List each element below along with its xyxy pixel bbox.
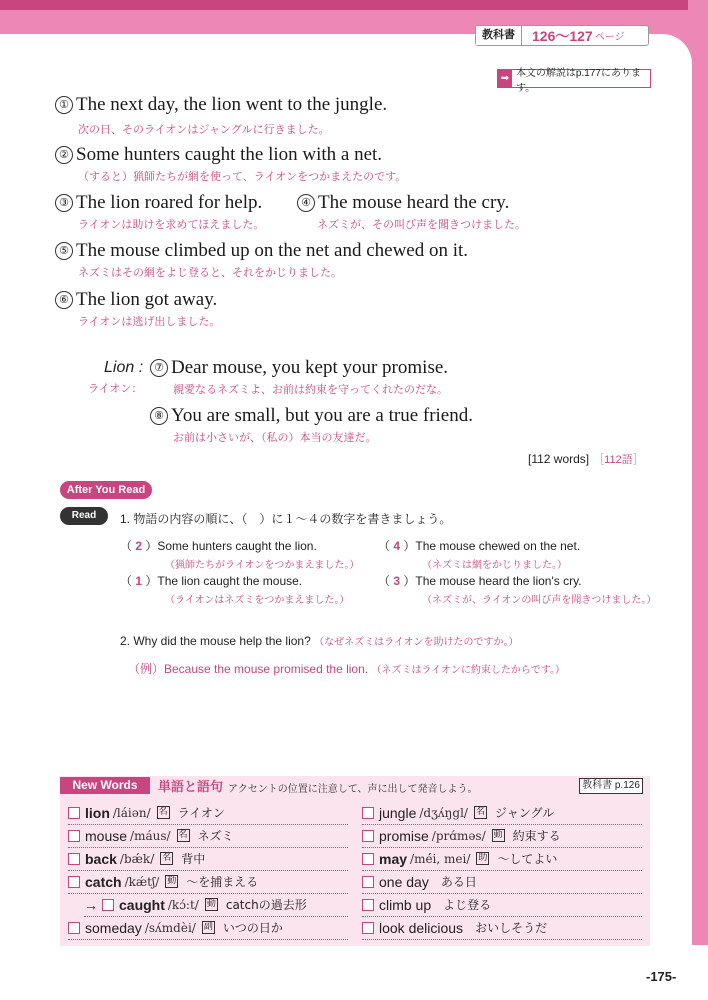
checkbox[interactable] bbox=[362, 899, 374, 911]
answer-item-2: （ 4 ）The mouse chewed on the net. bbox=[378, 539, 581, 553]
answer-item-3: （ 1 ）The lion caught the mouse. bbox=[120, 574, 303, 588]
after-you-read-tag: After You Read bbox=[60, 481, 152, 499]
textbook-page-ref bbox=[475, 25, 649, 46]
textbook-label: 教科書 bbox=[476, 26, 522, 45]
word-row bbox=[362, 801, 642, 825]
word-row bbox=[68, 916, 348, 940]
read-tag: Read bbox=[60, 507, 108, 525]
checkbox[interactable] bbox=[102, 899, 114, 911]
checkbox[interactable] bbox=[362, 853, 374, 865]
meaning: ～を捕まえる bbox=[186, 875, 259, 889]
sentence-3: ③ The lion roared for help. bbox=[55, 192, 262, 214]
word: climb up bbox=[379, 896, 432, 913]
word: catch bbox=[85, 873, 122, 890]
sentence-7-jp: 親愛なるネズミよ、お前は約束を守ってくれたのだな。 bbox=[173, 383, 448, 396]
page-unit: ページ bbox=[594, 32, 625, 43]
checkbox[interactable] bbox=[68, 807, 80, 819]
meaning: ある日 bbox=[440, 875, 477, 889]
word: caught bbox=[119, 896, 165, 913]
sentence-8: ⑧ You are small, but you are a true friend. bbox=[150, 405, 473, 427]
pronunciation: /dʒʌ́ŋgl/ bbox=[419, 805, 468, 820]
speaker-label: Lion : bbox=[104, 359, 144, 376]
pronunciation: /prɑ́məs/ bbox=[431, 828, 486, 843]
word-row bbox=[362, 824, 642, 848]
sentence-5: ⑤ The mouse climbed up on the net and chewed on it. bbox=[55, 240, 468, 262]
word-count: [112 words] ［112語］ bbox=[528, 452, 644, 466]
new-words-title: 単語と語句 bbox=[158, 779, 224, 794]
word-row bbox=[362, 870, 642, 894]
checkbox[interactable] bbox=[362, 830, 374, 842]
pronunciation: /kǽtʃ/ bbox=[124, 874, 160, 889]
page-number: -175- bbox=[646, 969, 677, 984]
meaning: ライオン bbox=[177, 806, 225, 820]
question-1: 1. 物語の内容の順に、（ ）に１～４の数字を書きましょう。 bbox=[120, 512, 452, 526]
checkbox[interactable] bbox=[362, 876, 374, 888]
explanation-note bbox=[497, 67, 651, 94]
sentence-6-jp: ライオンは逃げ出しました。 bbox=[78, 315, 221, 328]
meaning: ネズミ bbox=[197, 829, 234, 843]
part-of-speech: 名 bbox=[158, 807, 168, 817]
new-words-tag: New Words bbox=[60, 777, 150, 794]
answer-2: （例）Because the mouse promised the lion. （ネズミはライオンに約束したからです。） bbox=[128, 662, 565, 676]
answer-item-4-jp: （ネズミが、ライオンの叫び声を聞きつけました。） bbox=[422, 595, 657, 606]
part-of-speech: 副 bbox=[203, 922, 213, 932]
part-of-speech: 名 bbox=[178, 830, 188, 840]
checkbox[interactable] bbox=[362, 807, 374, 819]
meaning: よじ登る bbox=[443, 898, 492, 912]
pronunciation: /bǽk/ bbox=[119, 851, 155, 866]
meaning: いつの日か bbox=[222, 921, 283, 935]
word: back bbox=[85, 850, 117, 867]
meaning: 背中 bbox=[181, 852, 206, 866]
word: one day bbox=[379, 873, 429, 890]
sentence-4-jp: ネズミが、その叫び声を聞きつけました。 bbox=[317, 218, 526, 231]
word: mouse bbox=[85, 827, 128, 844]
arrow-right-icon: ➡ bbox=[498, 70, 512, 87]
meaning: 約束する bbox=[512, 829, 561, 843]
sentence-7: ⑦ Dear mouse, you kept your promise. bbox=[150, 357, 448, 379]
checkbox[interactable] bbox=[68, 853, 80, 865]
answer-item-4: （ 3 ）The mouse heard the lion's cry. bbox=[378, 574, 582, 588]
word-row bbox=[362, 893, 642, 917]
answer-item-1: （ 2 ）Some hunters caught the lion. bbox=[120, 539, 317, 553]
pronunciation: /méi, mei/ bbox=[410, 851, 471, 866]
sentence-2-jp: （すると）猟師たちが網を使って、ライオンをつかまえたのです。 bbox=[78, 170, 407, 183]
pronunciation: /sʌ́mdèi/ bbox=[144, 920, 196, 935]
word: someday bbox=[85, 919, 142, 936]
sentence-5-jp: ネズミはその網をよじ登ると、それをかじりました。 bbox=[78, 266, 342, 279]
new-words-ref: 教科書 p.126 bbox=[579, 778, 643, 794]
word-row bbox=[362, 916, 642, 940]
word-row bbox=[68, 824, 348, 848]
pronunciation: /máus/ bbox=[130, 828, 171, 843]
checkbox[interactable] bbox=[68, 830, 80, 842]
meaning: おいしそうだ bbox=[475, 921, 548, 935]
meaning: catchの過去形 bbox=[225, 898, 307, 912]
top-strip bbox=[0, 0, 708, 10]
checkbox[interactable] bbox=[68, 922, 80, 934]
page-range: 126～127 bbox=[532, 27, 593, 44]
checkbox[interactable] bbox=[68, 876, 80, 888]
word-row bbox=[68, 801, 348, 825]
answer-item-3-jp: （ライオンはネズミをつかまえました。） bbox=[165, 595, 350, 606]
question-2: 2. Why did the mouse help the lion? （なぜネズミはライオンを助けたのですか。） bbox=[120, 634, 519, 648]
word: lion bbox=[85, 804, 110, 821]
note-text: 本文の解説はp.177にあります。 bbox=[515, 67, 641, 94]
part-of-speech: 名 bbox=[162, 853, 172, 863]
sentence-8-jp: お前は小さいが、（私の）本当の友達だ。 bbox=[173, 431, 377, 444]
part-of-speech: 名 bbox=[475, 807, 485, 817]
meaning: ジャングル bbox=[494, 806, 555, 820]
word: may bbox=[379, 850, 408, 867]
sentence-2: ② Some hunters caught the lion with a net. bbox=[55, 144, 382, 166]
part-of-speech: 動 bbox=[167, 876, 177, 886]
part-of-speech: 動 bbox=[493, 830, 503, 840]
speaker-label-jp: ライオン： bbox=[88, 382, 143, 395]
part-of-speech: 動 bbox=[206, 899, 216, 909]
sentence-4: ④ The mouse heard the cry. bbox=[297, 192, 509, 214]
sentence-6: ⑥ The lion got away. bbox=[55, 289, 217, 311]
answer-item-1-jp: （猟師たちがライオンをつかまえました。） bbox=[165, 560, 360, 571]
answer-item-2-jp: （ネズミは網をかじりました。） bbox=[422, 560, 567, 571]
new-words-desc: アクセントの位置に注意して、声に出して発音しよう。 bbox=[228, 784, 478, 795]
word: promise bbox=[379, 827, 429, 844]
checkbox[interactable] bbox=[362, 922, 374, 934]
meaning: ～してよい bbox=[497, 852, 558, 866]
arrow-icon: → bbox=[84, 896, 98, 913]
pronunciation: /láiən/ bbox=[112, 805, 151, 820]
word-row bbox=[362, 847, 642, 871]
sentence-3-jp: ライオンは助けを求めてほえました。 bbox=[78, 218, 265, 231]
sentence-1: ① The next day, the lion went to the jungle. bbox=[55, 94, 387, 116]
pronunciation: /kɔ́:t/ bbox=[167, 897, 199, 912]
word: look delicious bbox=[379, 919, 464, 936]
sentence-1-jp: 次の日、そのライオンはジャングルに行きました。 bbox=[78, 123, 330, 136]
word-row bbox=[68, 847, 348, 871]
word-row bbox=[84, 893, 348, 917]
word-row bbox=[68, 870, 348, 894]
part-of-speech: 助 bbox=[478, 853, 488, 863]
word: jungle bbox=[379, 804, 417, 821]
